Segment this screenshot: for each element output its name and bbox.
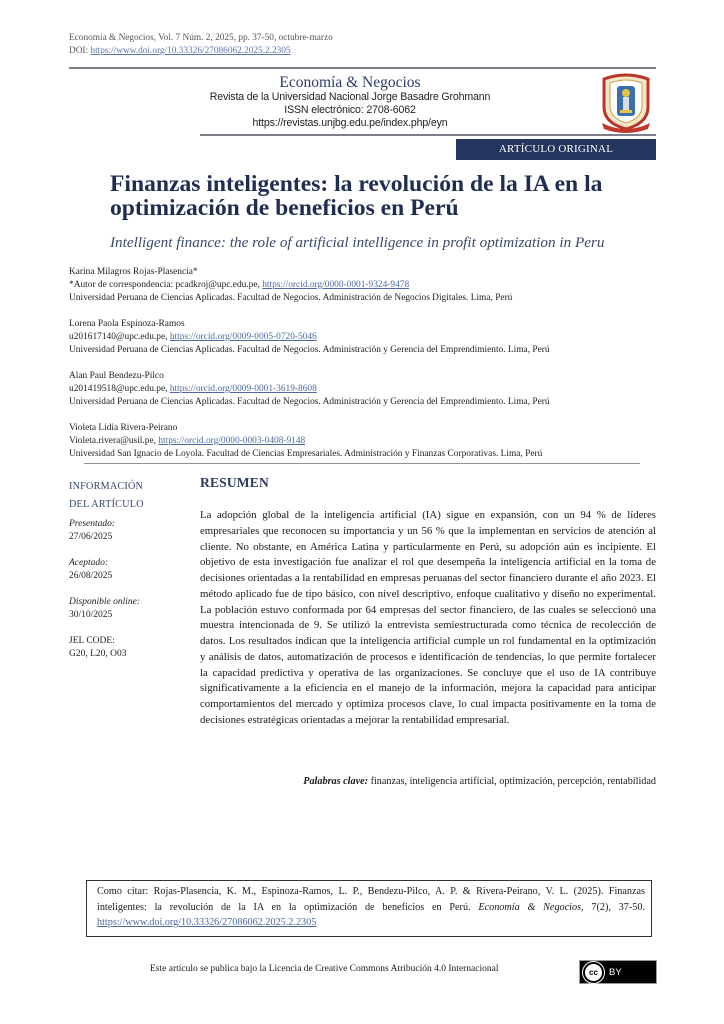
header-rule [69,67,656,69]
author-name: Alan Paul Bendezu-Pilco [69,371,164,381]
license-text: Este artículo se publica bajo la Licencia de Creative Commons Atribución 4.0 Internacional [150,964,499,974]
author-contact [69,435,669,448]
author-affiliation: Universidad Peruana de Ciencias Aplicadas. Facultad de Negocios. Administración y Gerencia del Emprendimiento. Lima, Perú [69,397,550,407]
journal-citation-line: Economía & Negocios, Vol. 7 Núm. 2, 2025, pp. 37-50, octubre-marzo [69,33,333,43]
article-type-badge: ARTÍCULO ORIGINAL [456,139,656,160]
creative-commons-icon: cc [583,962,604,983]
author-entry [69,266,669,305]
author-entry [69,370,669,409]
author-list [69,266,669,474]
author-name: Lorena Paola Espinoza-Ramos [69,319,185,329]
article-info-heading-line1: INFORMACIÓN [69,481,144,492]
author-name: Violeta Lidia Rivera-Peirano [69,423,178,433]
citation-box [86,880,652,937]
author-entry [69,318,669,357]
doi-link[interactable]: https://www.doi.org/10.33326/27086062.2025.2.2305 [90,46,291,56]
journal-publisher: Revista de la Universidad Nacional Jorge Basadre Grohmann [209,91,491,103]
author-contact [69,331,669,344]
journal-issn: ISSN electrónico: 2708-6062 [284,104,416,116]
online-date-group [69,596,189,622]
author-affiliation: Universidad San Ignacio de Loyola. Facultad de Ciencias Empresariales. Administración y Finanzas Corporativas. Lima, Perú [69,449,543,459]
jel-label: JEL CODE: [69,636,115,646]
author-email: u201419518@upc.edu.pe, [69,384,170,394]
author-contact [69,279,669,292]
cc-by-badge[interactable] [579,960,657,984]
article-title: Finanzas inteligentes: la revolución de la IA en la optimización de beneficios en Perú [110,171,603,221]
orcid-link[interactable]: https://orcid.org/0000-0001-9324-9478 [262,280,410,290]
online-date: 30/10/2025 [69,610,113,620]
keywords [200,776,656,787]
accepted-date-group [69,557,189,583]
university-seal-icon [598,73,654,135]
article-info-sidebar [69,478,189,674]
keywords-label: Palabras clave: [303,776,369,787]
accepted-date: 26/08/2025 [69,571,113,581]
keywords-list: finanzas, inteligencia artificial, optimización, percepción, rentabilidad [368,776,656,787]
author-contact [69,383,669,396]
abstract-heading: RESUMEN [200,475,269,490]
abstract-text: La adopción global de la inteligencia artificial (IA) sigue en expansión, con un 94 % de líderes empresariales que reconocen su importancia y un 56 % que la implementan en servicios de atención al cliente. No obstante, en América Latina y particularmente en Perú, su adopción aún es incipiente. El objetivo de esta investigación fue analizar el rol que desempeña la inteligencia artificial en la toma de decisiones orientadas a la rentabilidad en empresas peruanas del sector financiero durante el año 2023. El método aplicado fue de tipo básico, con nivel descriptivo, enfoque cualitativo y diseño no experimental. La población estuvo conformada por 64 empresas del sector financiero, de las cuales se seleccionó una muestra intencionada de 9. Se utilizó la entrevista semiestructurada como técnica de recolección de datos. Los resultados indican que la inteligencia artificial cumple un rol fundamental en la optimización y análisis de datos, automatización de procesos e identificación de tendencias, lo que permite fortalecer la capacidad predictiva y operativa de las organizaciones. Se concluye que el uso de IA contribuye significativamente a la eficiencia en el manejo de la información, mejora la capacidad para anticipar comportamientos del mercado y optimiza procesos clave, lo cual impacta positivamente en la toma de decisiones estratégicas orientadas a mejorar la rentabilidad empresarial. [200,509,656,726]
author-email: *Autor de correspondencia: pcadkroj@upc.edu.pe, [69,280,263,290]
submitted-label: Presentado: [69,519,116,529]
submitted-date: 27/06/2025 [69,532,113,542]
orcid-link[interactable]: https://orcid.org/0000-0003-0408-9148 [158,436,306,446]
article-title-english: Intelligent finance: the role of artificial intelligence in profit optimization in Peru [110,234,605,251]
journal-name: Economía & Negocios [279,74,421,91]
author-name: Karina Milagros Rojas-Plasencia* [69,267,198,277]
online-label: Disponible online: [69,597,140,607]
author-affiliation: Universidad Peruana de Ciencias Aplicadas. Facultad de Negocios. Administración y Gerencia del Emprendimiento. Lima, Perú [69,345,550,355]
journal-masthead [200,74,500,130]
cc-by-label: BY [609,966,622,978]
author-email: Violeta.rivera@usil.pe, [69,436,159,446]
doi-label: DOI: [69,46,89,56]
author-affiliation: Universidad Peruana de Ciencias Aplicadas. Facultad de Negocios. Administración de Negocios Digitales. Lima, Perú [69,293,513,303]
citation-doi-link[interactable]: https://www.doi.org/10.33326/27086062.2025.2.2305 [97,917,317,928]
jel-codes: G20, L20, O03 [69,649,127,659]
masthead-rule [200,134,656,136]
submitted-date-group [69,518,189,544]
article-info-heading [69,478,189,514]
jel-code-group [69,635,189,661]
accepted-label: Aceptado: [69,558,109,568]
orcid-link[interactable]: https://orcid.org/0009-0001-3619-8608 [169,384,317,394]
article-info-heading-line2: DEL ARTÍCULO [69,499,144,510]
journal-url[interactable]: https://revistas.unjbg.edu.pe/index.php/eyn [252,117,448,129]
author-email: u201617140@upc.edu.pe, [69,332,170,342]
running-header [69,32,333,58]
author-entry [69,422,669,461]
citation-journal: Economía & Negocios [478,901,582,913]
orcid-link[interactable]: https://orcid.org/0009-0005-0720-5046 [169,332,317,342]
section-divider [84,463,640,464]
citation-text: Como citar: Rojas-Plasencia, K. M., Espinoza-Ramos, L. P., Bendezu-Pilco, A. P. & Rivera-Peirano, V. L. (2025). Finanzas inteligentes: la revolución de la IA en la optimización de beneficios en Perú. [97,886,645,913]
doi-line [69,45,333,58]
citation-volume: , 7(2), 37-50. [581,901,645,913]
